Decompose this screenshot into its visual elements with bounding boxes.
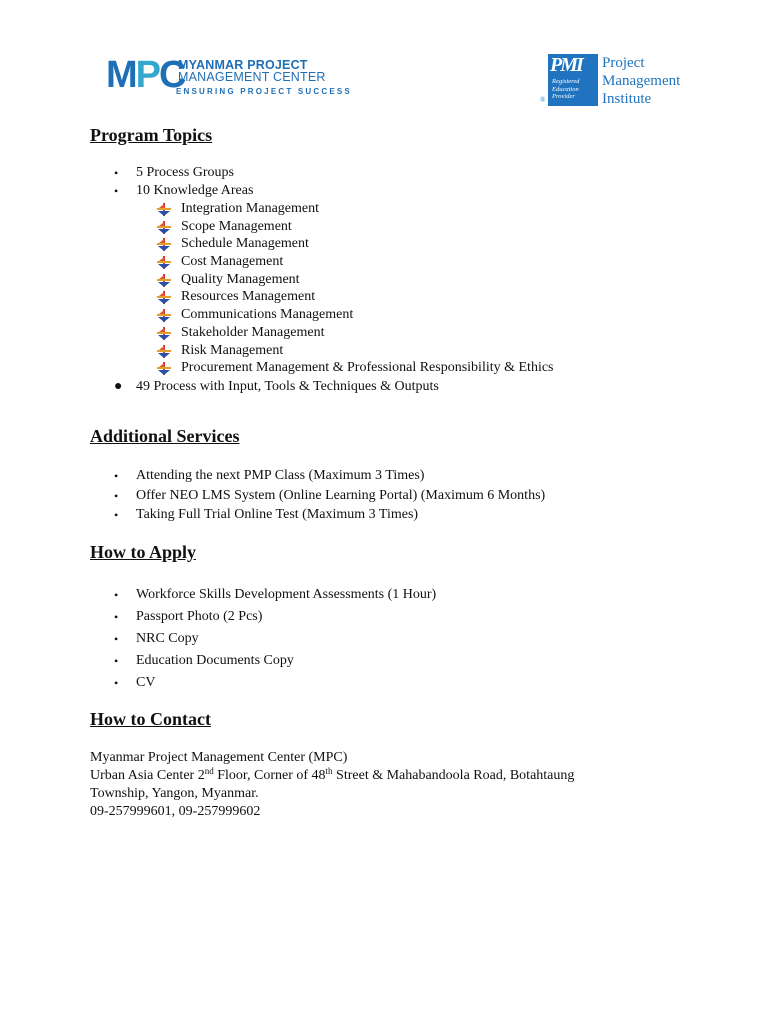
- bullet-icon: •: [114, 676, 119, 690]
- knowledge-areas-list: [0, 200, 768, 377]
- list-item-text: Workforce Skills Development Assessments (1 Hour): [136, 587, 437, 602]
- mpc-tagline: ENSURING PROJECT SUCCESS: [176, 87, 352, 96]
- knowledge-area-text: Procurement Management & Professional Responsibility & Ethics: [181, 360, 554, 376]
- list-item-text: Passport Photo (2 Pcs): [136, 609, 263, 624]
- list-item: [0, 608, 768, 630]
- knowledge-area-item: [0, 218, 768, 236]
- knowledge-area-text: Resources Management: [181, 289, 316, 305]
- knowledge-area-text: Schedule Management: [181, 236, 309, 252]
- pmi-sub-line3: Provider: [552, 93, 575, 100]
- bullet-icon: •: [114, 610, 119, 624]
- bullet-icon: •: [114, 469, 119, 483]
- address-superscript: nd: [204, 766, 214, 776]
- address-part: Street & Mahabandoola Road, Botahtaung: [332, 768, 575, 783]
- bullet-icon: •: [114, 488, 119, 503]
- how-to-contact-heading: How to Contact: [90, 709, 211, 729]
- list-item: [0, 674, 768, 696]
- additional-services-heading: Additional Services: [90, 426, 240, 446]
- list-item-text: 49 Process with Input, Tools & Techniques & Outputs: [136, 378, 439, 394]
- knowledge-area-text: Communications Management: [181, 307, 354, 323]
- knowledge-area-text: Scope Management: [181, 218, 292, 234]
- knowledge-area-text: Stakeholder Management: [181, 324, 325, 340]
- list-item-text: 5 Process Groups: [136, 165, 234, 180]
- list-item-text: NRC Copy: [136, 631, 199, 646]
- list-item: [0, 182, 768, 200]
- knowledge-area-item: [0, 235, 768, 253]
- knowledge-area-item: [0, 200, 768, 218]
- knowledge-area-text: Integration Management: [181, 201, 320, 216]
- address-part: Floor, Corner of 48: [213, 768, 326, 783]
- mpc-name-line1: MYANMAR PROJECT: [178, 58, 308, 72]
- list-item: [0, 586, 768, 608]
- contact-phones: 09-257999601, 09-257999602: [90, 804, 261, 819]
- bullet-icon: •: [114, 654, 119, 668]
- arrow-bullet-icon: [157, 362, 171, 375]
- knowledge-area-item: [0, 288, 768, 306]
- list-item: [0, 378, 768, 396]
- contact-address-line2: Township, Yangon, Myanmar.: [90, 786, 259, 801]
- bullet-icon: •: [114, 632, 119, 646]
- mpc-mark-c: C: [159, 54, 185, 96]
- knowledge-area-item: [0, 253, 768, 271]
- additional-services-list: [0, 467, 768, 526]
- mpc-name-line2: MANAGEMENT CENTER: [178, 70, 326, 84]
- list-item: [0, 652, 768, 674]
- mpc-mark-m: M: [106, 54, 136, 96]
- pmi-text-line3: Institute: [602, 91, 652, 107]
- pmi-logo-box: [548, 54, 598, 106]
- bullet-icon: ●: [114, 378, 123, 394]
- how-to-apply-list: [0, 586, 768, 696]
- list-item: [0, 164, 768, 182]
- arrow-bullet-icon: [157, 256, 171, 269]
- pmi-text-line2: Management: [602, 73, 681, 89]
- list-item-text: Attending the next PMP Class (Maximum 3 Times): [136, 468, 425, 483]
- contact-block: [90, 749, 574, 821]
- pmi-logo-text: [602, 54, 680, 108]
- pmi-registered-provider: [552, 78, 580, 101]
- address-superscript: th: [325, 766, 333, 776]
- arrow-bullet-icon: [157, 291, 171, 304]
- mpc-mark-p: P: [135, 54, 160, 96]
- bullet-icon: •: [114, 508, 119, 522]
- arrow-bullet-icon: [157, 327, 171, 340]
- knowledge-area-text: Quality Management: [181, 271, 300, 287]
- registered-mark: ®: [540, 96, 546, 104]
- knowledge-area-text: Risk Management: [181, 342, 284, 358]
- pmi-logo: [540, 54, 680, 110]
- pmi-text-line1: Project: [602, 55, 645, 71]
- mpc-logo-name: [178, 59, 326, 83]
- arrow-bullet-icon: [157, 221, 171, 234]
- knowledge-area-item: [0, 306, 768, 324]
- list-item-text: Taking Full Trial Online Test (Maximum 3 Times): [136, 507, 419, 522]
- knowledge-area-item: [0, 271, 768, 289]
- arrow-bullet-icon: [157, 238, 171, 251]
- list-item-text: CV: [136, 675, 156, 690]
- list-item: [0, 506, 768, 526]
- address-part: Urban Asia Center 2: [90, 768, 205, 783]
- list-item-text: 10 Knowledge Areas: [136, 183, 254, 198]
- contact-address-line1: [90, 767, 574, 785]
- arrow-bullet-icon: [157, 274, 171, 287]
- list-item: [0, 467, 768, 487]
- program-topics-list: [0, 164, 768, 396]
- arrow-bullet-icon: [157, 309, 171, 322]
- knowledge-area-item: [0, 324, 768, 342]
- contact-org: Myanmar Project Management Center (MPC): [90, 750, 348, 765]
- mpc-logo: [106, 54, 352, 100]
- arrow-bullet-icon: [157, 345, 171, 358]
- how-to-apply-heading: How to Apply: [90, 542, 197, 562]
- knowledge-area-item: [0, 342, 768, 360]
- pmi-sub-line1: Registered: [552, 78, 580, 85]
- bullet-icon: •: [114, 184, 119, 198]
- list-item: [0, 487, 768, 507]
- list-item-text: Education Documents Copy: [136, 653, 294, 668]
- knowledge-area-text: Cost Management: [181, 254, 284, 270]
- arrow-bullet-icon: [157, 203, 171, 216]
- pmi-logo-glyph: PMI: [550, 54, 582, 76]
- list-item-text: Offer NEO LMS System (Online Learning Portal) (Maximum 6 Months): [136, 487, 546, 503]
- knowledge-area-item: [0, 359, 768, 377]
- mpc-logo-mark: [106, 56, 184, 94]
- list-item: [0, 630, 768, 652]
- program-topics-heading: Program Topics: [90, 125, 213, 145]
- bullet-icon: •: [114, 166, 119, 180]
- bullet-icon: •: [114, 588, 119, 602]
- pmi-sub-line2: Education: [552, 85, 579, 93]
